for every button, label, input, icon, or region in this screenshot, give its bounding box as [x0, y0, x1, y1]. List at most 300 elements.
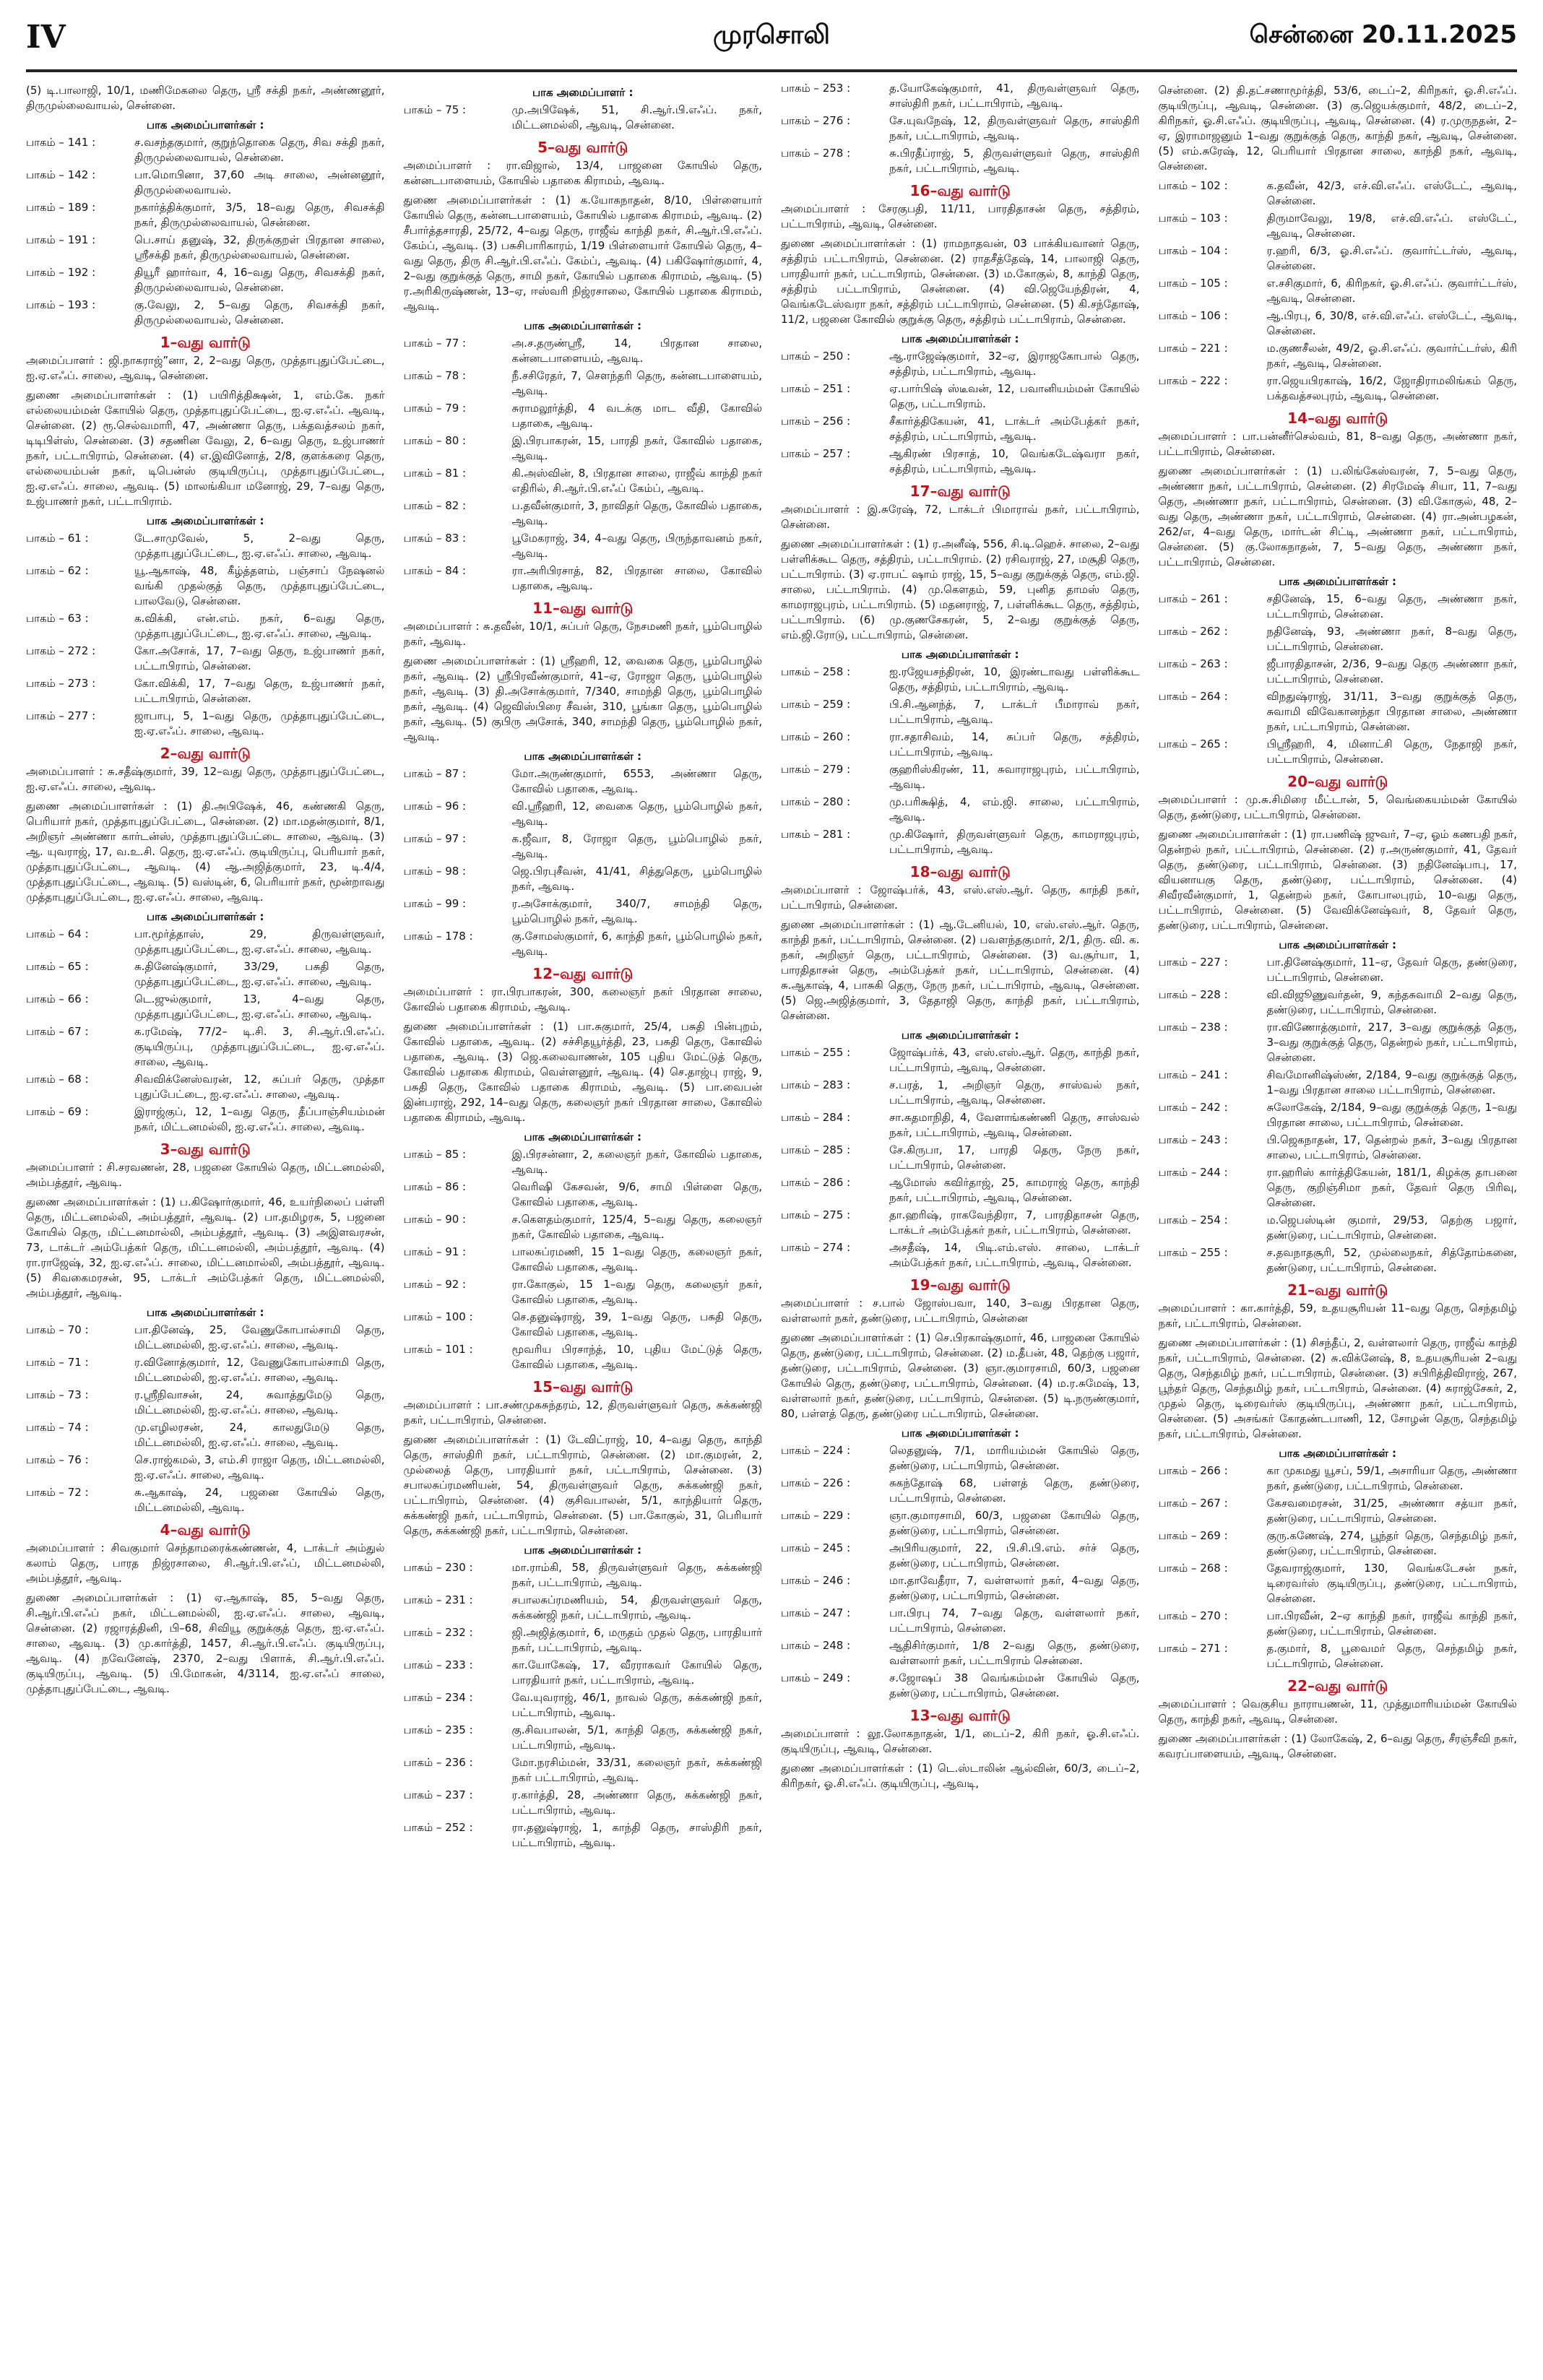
booth-details: கு.வேலு, 2, 5–வது தெரு, சிவசக்தி நகர், திருமுல்லைவாயல், சென்னை. — [134, 298, 385, 326]
booth-entry — [26, 676, 385, 706]
section-subheading: பாக அமைப்பாளர்கள் : — [524, 1544, 642, 1557]
booth-details: க.தவீன், 42/3, எச்.வி.எஃப். எஸ்டேட், ஆவடி, சென்னை. — [1266, 179, 1517, 207]
booth-details: வி.ஸ்ரீஹரி, 12, வைகை தெரு, பூம்பொழில் நகர், ஆவடி. — [511, 800, 762, 828]
booth-details: ஆமோஸ் கவிர்தாஜ், 25, காமராஜ் தெரு, காந்தி நகர், பட்டாபிராம், ஆவடி, சென்னை. — [889, 1176, 1140, 1204]
booth-number: பாகம் – 104 : — [1158, 244, 1228, 257]
body-paragraph: அமைப்பாளர் : மு.சு.சிமிரை மீட்டான், 5, வெங்கையம்மன் கோயில் தெரு, தண்டுரை, பட்டாபிராம், சென்னை. — [1158, 793, 1517, 821]
body-paragraph: (5) டி.பாலாஜி, 10/1, மணிமேகலை தெரு, ஸ்ரீ சக்தி நகர், அண்ணனூர், திருமுல்லைவாயல், சென்னை. — [26, 84, 385, 112]
booth-details: பாலசுப்ரமணி, 15 1–வது தெரு, கலைஞர் நகர், கோவில் பதாகை, ஆவடி. — [511, 1245, 762, 1273]
booth-number: பாகம் – 82 : — [403, 499, 467, 512]
booth-details: கோ.விக்கி, 17, 7–வது தெரு, உஜ்பாணர் நகர், பட்டாபிராம், சென்னை. — [134, 677, 385, 705]
booth-details: ம.ஜெபஸ்டின் குமார், 29/53, தெற்கு பஜார், தண்டுரை, பட்டாபிராம், சென்னை. — [1266, 1213, 1517, 1242]
booth-number: பாகம் – 228 : — [1158, 988, 1228, 1001]
booth-entry — [404, 1277, 763, 1307]
booth-entry — [1159, 1133, 1518, 1163]
booth-number: பாகம் – 64 : — [26, 927, 89, 940]
section-subheading: பாக அமைப்பாளர்கள் : — [524, 750, 642, 763]
booth-entry — [1159, 592, 1518, 622]
booth-entry — [26, 135, 385, 165]
booth-number: பாகம் – 68 : — [26, 1073, 89, 1086]
body-paragraph: அமைப்பாளர் : சிவகுமார் செந்தாமரைக்கண்ணன், 4, டாக்டர் அம்துல் கலாம் தெரு, பாரத நிஜ்ரசாலை, சி.ஆர்.பி.எஃப், மிட்டனமல்லி, அம்பத்தூர், ஆவடி. — [26, 1541, 385, 1585]
booth-details: வெரிஷி கேசவன், 9/6, சாமி பிள்ளை தெரு, கோவில் பதாகை, ஆவடி. — [511, 1180, 762, 1208]
booth-details: ஆ.ராஜேஷ்குமார், 32–ஏ, இராஜகோபால் தெரு, சத்திரம், பட்டாபிராம், ஆவடி. — [889, 350, 1140, 378]
booth-number: பாகம் – 256 : — [781, 415, 851, 428]
body-paragraph: துணை அமைப்பாளர்கள் : (1) டேவிட்ராஜ், 10, 4–வது தெரு, காந்தி தெரு, சாஸ்திரி நகர், பட்டாபிராம், சென்னை. (2) மா.குமரன், 2, முல்லைத் தெரு, பாரதியார் நகர், பட்டாபிராம், சென்னை. (3) சபாலசுப்ரமணியன், 54, திருவள்ளுவர் தெரு, சுக்கண்ஜி நகர், பட்டாபிராம், சென்னை. (4) குசிவபாலன், 5/1, காந்தியார் தெரு, சுக்கண்ஜி நகர், பட்டாபிராம், சென்னை. (5) பா.கோகுல், 31, பெரியார் தெரு, சுக்கண்ஜி நகர், பட்டாபிராம், சென்னை. — [403, 1433, 762, 1537]
booth-number: பாகம் – 78 : — [403, 369, 467, 382]
booth-details: ரா.சதாசிவம், 14, சுப்பர் தெரு, சத்திரம், பட்டாபிராம், ஆவடி. — [889, 730, 1140, 758]
booth-entry — [781, 1045, 1140, 1076]
body-paragraph: துணை அமைப்பாளர்கள் : (1) ராமநாதவன், 03 பாக்கியவானர் தெரு, சத்திரம் பட்டாபிராம், சென்னை. (2) ராதசீத்தேஷ், 14, பாலாஜி தெரு, பாரதியார் நகர், பட்டாபிராம், சென்னை. (3) ம.கோகுல், 8, காந்தி தெரு, சத்திரம் பட்டாபிராம், சென்னை. (4) வி.ஜெயேந்திரன், 4, வெங்கடேஸ்வரா நகர், சத்திரம் பட்டாபிராம், சென்னை. (5) கி.சந்தோஷ், 11/2, பஜனை கோவில் குறுக்கு தெரு, சத்திரம் பட்டாபிராம், சென்னை. — [781, 237, 1140, 326]
booth-entry — [26, 1388, 385, 1418]
booth-entry — [781, 1175, 1140, 1206]
booth-details: ஜோஷ்பர்க், 43, எஸ்.எஸ்.ஆர். தெரு, காந்தி நகர், பட்டாபிராம், ஆவடி, சென்னை. — [889, 1046, 1140, 1074]
booth-number: பாகம் – 90 : — [403, 1213, 467, 1226]
booth-number: பாகம் – 92 : — [403, 1278, 467, 1291]
booth-entry — [781, 1110, 1140, 1141]
booth-entry — [1159, 1496, 1518, 1526]
booth-number: பாகம் – 224 : — [781, 1444, 851, 1457]
section-subheading: பாக அமைப்பாளர்கள் : — [901, 1029, 1019, 1042]
booth-number: பாகம் – 281 : — [781, 828, 851, 841]
booth-number: பாகம் – 250 : — [781, 350, 851, 363]
booth-entry — [781, 446, 1140, 477]
booth-details: ஆகிரண் பிரசாத், 10, வெங்கடேஷ்வரா நகர், சத்திரம், பட்டாபிராம், ஆவடி. — [889, 447, 1140, 475]
body-paragraph: துணை அமைப்பாளர்கள் : (1) பா.சுகுமார், 25/4, பசுதி பின்புறம், கோவில் பதாகை, ஆவடி. (2) சச்சிதயூர்த்தி, 23, பசுதி தெரு, கோவில் பதாகை, ஆவடி. (3) ஜெ.கலைவாணன், 105 புதிய மேட்டுத் தெரு, கோவில் பதாகை கிராமம், வெள்ளனூர், ஆவடி. (4) செ.தாஜ்பு ராஜ், 9, பசுதி தெரு, கோவில் பதாகை கிராமம், ஆவடி. (5) பா.வைபன் இன்பராஜ், 292, 14–வது தெரு, கலைஞர் நகர் பிரதான சாலை, கோவில் பதாகை கிராமம், ஆவடி. — [403, 1020, 762, 1124]
booth-number: பாகம் – 232 : — [403, 1626, 473, 1639]
booth-number: பாகம் – 255 : — [1158, 1246, 1228, 1259]
section-subheading: பாக அமைப்பாளர் : — [532, 86, 634, 99]
booth-entry — [781, 1078, 1140, 1108]
booth-entry — [404, 1820, 763, 1851]
booth-details: ஜாபாபு, 5, 1–வது தெரு, முத்தாபுதுப்பேட்டை, ஐ.ஏ.எஃப். சாலை, ஆவடி. — [134, 709, 385, 737]
booth-entry — [404, 1560, 763, 1591]
booth-details: ரா.விணோத்குமார், 217, 3–வது குறுக்குத் தெரு, 3–வது குறுக்குத் தெரு, தென்றல் நகர், பட்டாபிராம், சென்னை. — [1266, 1021, 1517, 1064]
booth-entry — [26, 1024, 385, 1070]
booth-number: பாகம் – 254 : — [1158, 1213, 1228, 1226]
body-paragraph: துணை அமைப்பாளர்கள் : (1) செ.பிரகாஷ்குமார், 46, பாஜனை கோயில் தெரு, தண்டுரை, பட்டாபிராம், சென்னை. (2) ம.தீபன், 48, தெற்கு பஜார், தண்டுரை, பட்டாபிராம், சென்னை. (3) ஞா.குமாரசாமி, 60/3, பஜனை கோயில் தெரு, தண்டுரை, பட்டாபிராம், சென்னை. (4) ம.ர.சுமேஷ், 13, வள்ளலார் நகர், தண்டுரை, பட்டாபிராம், சென்னை. (5) டி.நருண்குமார், 80, பள்ளத் தெரு, தண்டுரை பட்டாபிராம், சென்னை. — [781, 1331, 1140, 1420]
ward-heading: 20–வது வார்டு — [1287, 773, 1388, 790]
booth-entry — [404, 531, 763, 561]
booth-details: கேசவமைரசன், 31/25, அண்ணா சத்யா நகர், தண்டுரை, பட்டாபிராம், சென்னை. — [1266, 1497, 1517, 1525]
booth-entry — [26, 298, 385, 328]
booth-entry — [1159, 987, 1518, 1018]
booth-details: கா முகமது யூசப், 59/1, அசாரியா தெரு, அண்ணா நகர், தண்டுரை, பட்டாபிராம், சென்னை. — [1266, 1464, 1517, 1492]
booth-number: பாகம் – 230 : — [403, 1561, 473, 1574]
booth-details: ஜி.அஜித்குமார், 6, மருதம் முதல் தெரு, பாரதியார் நகர், பட்டாபிராம், ஆவடி. — [511, 1626, 762, 1654]
booth-entry — [404, 831, 763, 862]
booth-entry — [1159, 1463, 1518, 1494]
booth-number: பாகம் – 285 : — [781, 1143, 851, 1156]
booth-details: நீ.சசிரேதர், 7, சௌந்தரி தெரு, கன்னடபாளையம், ஆவடி. — [511, 369, 762, 397]
booth-entry — [781, 665, 1140, 695]
booth-details: த.குமார், 8, பூவைமா் தெரு, செந்தமிழ் நகர், பட்டாபிராம், சென்னை. — [1266, 1642, 1517, 1670]
booth-number: பாகம் – 72 : — [26, 1486, 89, 1499]
booth-number: பாகம் – 98 : — [403, 865, 467, 878]
booth-details: சே.யுவநேஷ், 12, திருவள்ளுவர் தெரு, சாஸ்திரி நகர், பட்டாபிராம், ஆவடி. — [889, 114, 1140, 142]
booth-details: பூமேகராஜ், 34, 4–வது தெரு, பிருந்தாவனம் நகர், ஆவடி. — [511, 532, 762, 560]
body-paragraph: அமைப்பாளர் : சு.தவீன், 10/1, சுப்பர் தெரு, நேசமணி நகர், பூம்பொழில் நகர், ஆவடி. — [403, 620, 762, 648]
booth-number: பாகம் – 142 : — [26, 168, 96, 181]
booth-details: ஐ.ரஜேயசந்திரன், 10, இரண்டாவது பள்ளிக்கூட தெரு, சத்திரம், பட்டாபிராம், ஆவடி. — [889, 665, 1140, 693]
booth-entry — [1159, 624, 1518, 654]
body-paragraph: துணை அமைப்பாளர்கள் : (1) லோகேஷ், 2, 6–வது தெரு, சீரஞ்சீவி நகர், கவரப்பாளையம், ஆவடி, சென்னை. — [1158, 1732, 1517, 1760]
booth-entry — [781, 1476, 1140, 1506]
booth-details: ரா.அரிபிரசாத், 82, பிரதான சாலை, கோவில் பதாகை, ஆவடி. — [511, 564, 762, 592]
booth-details: கு.சோமஸ்குமார், 6, காந்தி நகர், பூம்பொழில் நகர், ஆவடி. — [511, 930, 762, 958]
booth-details: ஜீபாரதிதாசன், 2/36, 9–வது தெரு அண்ணா நகர், பட்டாபிராம், சென்னை. — [1266, 657, 1517, 685]
booth-details: க.ரமேஷ், 77/2– டி.சி. 3, சி.ஆர்.பி.எஃப். குடியிருப்பு, முத்தாபுதுப்பேட்டை, ஐ.ஏ.எஃப். சாலை, ஆவடி. — [134, 1025, 385, 1068]
booth-details: த.யோகேஷ்குமார், 41, திருவள்ளுவர் தெரு, சாஸ்திரி நகர், பட்டாபிராம், ஆவடி. — [889, 82, 1140, 110]
booth-entry — [26, 1485, 385, 1515]
booth-number: பாகம் – 234 : — [403, 1691, 473, 1704]
booth-details: ஆதிசிர்குமார், 1/8 2–வது தெரு, தண்டுரை, வள்ளலார் நகர், பட்டாபிராம் சென்னை. — [889, 1639, 1140, 1667]
booth-details: குஹரிஸ்கிரண், 11, சுவாராஜபுரம், பட்டாபிராம், ஆவடி. — [889, 763, 1140, 791]
booth-entry — [1159, 1609, 1518, 1639]
booth-details: க.ஜீவா, 8, ரோஜா தெரு, பூம்பொழில் நகர், ஆவடி. — [511, 832, 762, 860]
body-paragraph: துணை அமைப்பாளர்கள் : (1) ஸ்ரீஹரி, 12, வைகை தெரு, பூம்பொழில் நகர், ஆவடி. (2) ஸ்ரீபிரவீண்குமார், 41–ஏ, ரோஜா தெரு, பூம்பொழில் நகர், ஆவடி. (3) தி.அசோக்குமார், 7/340, சாமந்தி தெரு, பூம்பொழில் நகர், ஆவடி. (4) ஜெவிஸ்பிரை சீவன், 310, பூங்கா தெரு, பூம்பொழில் நகர், ஆவடி. (5) குபிரு அசோக், 340, சாமந்தி தெரு, பூம்பொழில் நகர், ஆவடி. — [403, 654, 762, 743]
body-paragraph: அமைப்பாளர் : சு.சதீஷ்குமார், 39, 12–வது தெரு, முத்தாபுதுப்பேட்டை, ஐ.ஏ.எஃப். சாலை, ஆவடி. — [26, 765, 385, 793]
body-paragraph: துணை அமைப்பாளர்கள் : (1) தி.அபிஷேக், 46, கண்ணகி தெரு, பெரியார் நகர், முத்தாபுதுப்பேட்டை, சென்னை. (2) மா.மதன்குமார், 8/1, அறிஞர் அண்ணா கார்டன்ஸ், முத்தாபுதுப்பேட்டை சாலை, ஆவடி. (3) ஆ. யுவராஜ், 17, வ.உ.சி. தெரு, ஐ.ஏ.எஃப். குடியிருப்பு, பெரியார் நகர், முத்தாபுதுப்பேட்டை, ஆவடி. (4) ஆ.அஜித்குமார், 23, டி.4/4, முத்தாபுதுப்பேட்டை, ஆவடி. (5) வஸ்டின், 6, பெரியார் நகர், மூன்றாவது முத்தாபுதுப்பேட்டை, ஐ.ஏ.எஃப். சாலை, ஆவடி. — [26, 800, 385, 904]
booth-entry — [781, 1508, 1140, 1539]
booth-entry — [26, 563, 385, 609]
booth-details: பா.தினேஷ், 25, வேணுகோபால்சாமி தெரு, மிட்டனமல்லி, ஐ.ஏ.எஃப். சாலை, ஆவடி. — [134, 1323, 385, 1351]
booth-details: சு.தினேஷ்குமார், 33/29, பசுதி தெரு, முத்தாபுதுப்பேட்டை, ஐ.ஏ.எஃப். சாலை, ஆவடி. — [134, 960, 385, 988]
booth-entry — [26, 531, 385, 561]
booth-details: இராஜ்குப், 12, 1–வது தெரு, தீப்பாஞ்சியம்மன் நகர், மிட்டனமல்லி, ஐ.ஏ.எஃப். சாலை, ஆவடி. — [134, 1105, 385, 1133]
ward-heading: 17–வது வார்டு — [909, 483, 1011, 500]
body-paragraph: அமைப்பாளர் : வெகுசிய நாராயணன், 11, முத்துமாரியம்மன் கோயில் தெரு, காந்தி நகர், ஆவடி, சென்னை. — [1158, 1697, 1517, 1726]
booth-details: செ.தனுஷ்ராஜ், 39, 1–வது தெரு, பசுதி தெரு, கோவில் பதாகை, ஆவடி. — [511, 1310, 762, 1338]
booth-entry — [404, 1180, 763, 1210]
body-paragraph: துணை அமைப்பாளர்கள் : (1) க.யோகநாதன், 8/10, பிள்ளையார் கோயில் தெரு, கன்னடபாளையம், கோயில் பதாகை கிராமம், ஆவடி. (2) சீபார்த்தசாரதி, 25/72, 4–வது தெரு, ராஜீவ் காந்தி நகர், சி.ஆர்.பி.எஃப். கேம்ப், ஆவடி. (3) பசுசிபாரிகாரம், 1/19 பிள்ளையார் கோயில் தெரு, 4–வது தெரு, திரு சி.ஆர்.பி.எஃப். கேம்ப், ஆவடி. (4) பகிஷோர்குமார், 4, 2–வது குறுக்குத் தெரு, சாமி நகர், கோயில் பதாகை கிராமம், ஆவடி. (5) ர.அரிகிருஷ்ணன், 13–ஏ, ஈஸ்வரி நிஜ்ரசாலை, கோயில் பதாகை கிராமம், ஆவடி. — [403, 194, 762, 313]
booth-number: பாகம் – 260 : — [781, 730, 851, 743]
booth-entry — [26, 709, 385, 739]
ward-heading: 12–வது வார்டு — [532, 965, 634, 982]
booth-entry — [404, 1788, 763, 1818]
booth-entry — [404, 1690, 763, 1721]
booth-details: மு.பரிக்ஷித், 4, எம்.ஜி. சாலை, பட்டாபிராம், ஆவடி. — [889, 795, 1140, 823]
booth-details: பிஸ்ரீஹரி, 4, மினாட்சி தெரு, நேதாஜி நகர், பட்டாபிராம், சென்னை. — [1266, 737, 1517, 766]
booth-number: பாகம் – 264 : — [1158, 690, 1228, 703]
page-number: IV — [26, 19, 66, 56]
booth-number: பாகம் – 262 : — [1158, 625, 1228, 638]
booth-number: பாகம் – 96 : — [403, 800, 467, 813]
booth-number: பாகம் – 274 : — [781, 1241, 851, 1254]
booth-number: பாகம் – 67 : — [26, 1025, 89, 1038]
booth-number: பாகம் – 221 : — [1158, 342, 1228, 355]
booth-entry — [781, 1573, 1140, 1604]
section-subheading: பாக அமைப்பாளர்கள் : — [524, 319, 642, 332]
ward-heading: 2–வது வார்டு — [160, 745, 251, 762]
booth-number: பாகம் – 279 : — [781, 763, 851, 776]
booth-number: பாகம் – 241 : — [1158, 1068, 1228, 1081]
booth-details: சிவவிக்னேஸ்வரன், 12, சுப்பர் தெரு, முத்தா புதுப்பேட்டை, ஐ.ஏ.எஃப். சாலை, ஆவடி. — [134, 1073, 385, 1101]
body-paragraph: அமைப்பாளர் : ஜோஷ்பர்க், 43, எஸ்.எஸ்.ஆர். தெரு, காந்தி நகர், பட்டாபிராம், சென்னை. — [781, 883, 1140, 912]
booth-number: பாகம் – 280 : — [781, 795, 851, 808]
ward-heading: 18–வது வார்டு — [909, 863, 1011, 880]
booth-entry — [26, 644, 385, 674]
body-paragraph: அமைப்பாளர் : லூ.லோகநாதன், 1/1, டைப்–2, கிரி நகர், ஓ.சி.எஃப். குடியிருப்பு, ஆவடி, சென்னை. — [781, 1727, 1140, 1755]
booth-details: பா.பிரபு 74, 7–வது தெரு, வள்ளலார் நகர், பட்டாபிராம், சென்னை. — [889, 1606, 1140, 1635]
booth-entry — [404, 896, 763, 927]
booth-details: மோ.அருண்குமார், 6553, அண்ணா தெரு, கோவில் பதாகை, ஆவடி. — [511, 767, 762, 795]
newspaper-title: முரசொலி — [713, 20, 830, 50]
booth-details: பி.ஜெகநாதன், 17, தென்றல் நகர், 3–வது பிரதான சாலை, பட்டாபிராம், சென்னை. — [1266, 1133, 1517, 1161]
booth-number: பாகம் – 258 : — [781, 665, 851, 678]
section-subheading: பாக அமைப்பாளர்கள் : — [901, 332, 1019, 345]
section-subheading: பாக அமைப்பாளர்கள் : — [1279, 1447, 1397, 1460]
booth-entry — [781, 1143, 1140, 1173]
booth-details: ச.ஜோஷப் 38 வெங்கம்மன் கோயில் தெரு, தண்டுரை, பட்டாபிராம், சென்னை. — [889, 1671, 1140, 1700]
booth-entry — [1159, 657, 1518, 687]
booth-number: பாகம் – 253 : — [781, 82, 851, 95]
booth-entry — [404, 1723, 763, 1753]
booth-number: பாகம் – 141 : — [26, 136, 96, 149]
booth-details: இ.பிரபாகரன், 15, பாரதி நகர், கோவில் பதாகை, ஆவடி. — [511, 434, 762, 462]
booth-number: பாகம் – 249 : — [781, 1671, 851, 1684]
booth-number: பாகம் – 83 : — [403, 532, 467, 545]
booth-number: பாகம் – 273 : — [26, 677, 96, 690]
booth-details: இ.பிரசன்னா, 2, கலைஞர் நகர், கோவில் பதாகை, ஆவடி. — [511, 1148, 762, 1176]
booth-details: சீகார்த்திகேயன், 41, டாக்டர் அம்பேத்கர் நகர், சத்திரம், பட்டாபிராம், ஆவடி. — [889, 415, 1140, 443]
booth-entry — [404, 864, 763, 894]
booth-details: ரா.ஜெயபிரகாஷ், 16/2, ஜோதிராமலிங்கம் தெரு, பக்தவத்சலபுரம், ஆவடி, சென்னை. — [1266, 374, 1517, 402]
booth-details: கோ.அசோக், 17, 7–வது தெரு, உஜ்பாணர் நகர், பட்டாபிராம், சென்னை. — [134, 644, 385, 672]
booth-entry — [26, 1072, 385, 1102]
booth-details: பெ.சாய் தனுஷ், 32, திருக்குறள் பிரதான சாலை, ஸ்ரீசக்தி நகர், திருமுல்லைவாயல், சென்னை. — [134, 233, 385, 261]
booth-details: பா.மொபினா, 37,60 அடி சாலை, அன்னனூர், திருமுல்லைவாயல். — [134, 168, 385, 196]
booth-number: பாகம் – 236 : — [403, 1756, 473, 1769]
booth-entry — [404, 1245, 763, 1275]
booth-number: பாகம் – 101 : — [403, 1343, 473, 1356]
booth-entry — [26, 1323, 385, 1353]
booth-entry — [404, 1212, 763, 1242]
booth-number: பாகம் – 75 : — [403, 103, 467, 116]
body-paragraph: அமைப்பாளர் : சேரகுபதி, 11/11, பாரதிதாசன் தெரு, சத்திரம், பட்டாபிராம், ஆவடி, சென்னை. — [781, 202, 1140, 230]
booth-number: பாகம் – 81 : — [403, 467, 467, 480]
booth-entry — [26, 1453, 385, 1483]
booth-number: பாகம் – 106 : — [1158, 309, 1228, 322]
booth-details: ரா.தனுஷ்ராஜ், 1, காந்தி தெரு, சாஸ்திரி நகர், பட்டாபிராம், ஆவடி. — [511, 1821, 762, 1849]
ward-heading: 16–வது வார்டு — [909, 182, 1011, 199]
section-subheading: பாக அமைப்பாளர்கள் : — [524, 1130, 642, 1143]
booth-number: பாகம் – 231 : — [403, 1593, 473, 1606]
booth-details: குரு.கணேஷ், 274, பூந்தர் தெரு, செந்தமிழ் நகர், தண்டுரை, பட்டாபிராம், சென்னை. — [1266, 1529, 1517, 1557]
booth-entry — [26, 959, 385, 990]
booth-entry — [781, 1443, 1140, 1474]
booth-details: சுலோகேஷ், 2/184, 9–வது குறுக்குத் தெரு, 1–வது பிரதான சாலை, பட்டாபிராம், சென்னை. — [1266, 1101, 1517, 1129]
booth-number: பாகம் – 286 : — [781, 1176, 851, 1189]
body-paragraph: அமைப்பாளர் : கா.கார்த்தி, 59, உதயசூரியன் 11–வது தெரு, செந்தமிழ் நகர், பட்டாபிராம், சென்னை. — [1158, 1302, 1517, 1330]
booth-number: பாகம் – 229 : — [781, 1509, 851, 1522]
booth-number: பாகம் – 189 : — [26, 201, 96, 214]
booth-entry — [404, 336, 763, 366]
booth-details: பா.தினேஷ்குமார், 11–ஏ, தேவர் தெரு, தண்டுரை, பட்டாபிராம், சென்னை. — [1266, 956, 1517, 984]
booth-details: ர.ஹரி, 6/3, ஓ.சி.எஃப். குவார்ட்டர்ஸ், ஆவடி, சென்னை. — [1266, 244, 1517, 272]
booth-details: மா.ராம்கி, 58, திருவள்ளுவர் தெரு, சுக்கண்ஜி நகர், பட்டாபிராம், ஆவடி. — [511, 1561, 762, 1589]
booth-number: பாகம் – 77 : — [403, 337, 467, 350]
booth-details: சே.கிருபா, 17, பாரதி தெரு, நேரு நகர், பட்டாபிராம், சென்னை. — [889, 1143, 1140, 1172]
booth-details: திருமாவேலு, 19/8, எச்.வி.எஃப். எஸ்டேட், ஆவடி, சென்னை. — [1266, 212, 1517, 240]
booth-entry — [1159, 211, 1518, 241]
booth-number: பாகம் – 251 : — [781, 382, 851, 395]
booth-entry — [404, 1625, 763, 1656]
booth-details: ரா.ஹரிஸ் கார்த்திகேயன், 181/1, கிழக்கு தாபனை தெரு, குறிஞ்சிமா நகர், தேவர் தெரு பிரிவு, சென்னை. — [1266, 1166, 1517, 1209]
booth-details: ச.கௌதம்குமார், 125/4, 5–வது தெரு, கலைஞர் நகர், கோவில் பதாகை, ஆவடி. — [511, 1213, 762, 1241]
booth-number: பாகம் – 233 : — [403, 1658, 473, 1671]
ward-heading: 14–வது வார்டு — [1287, 410, 1388, 427]
booth-entry — [781, 1541, 1140, 1571]
booth-entry — [26, 1104, 385, 1135]
booth-entry — [1159, 1245, 1518, 1276]
booth-number: பாகம் – 191 : — [26, 233, 96, 246]
booth-details: சா.சுதமாநிதி, 4, வேளாங்கண்ணி தெரு, சாஸ்வல் நகர், பட்டாபிராம், ஆவடி, சென்னை. — [889, 1111, 1140, 1139]
booth-entry — [404, 401, 763, 431]
booth-entry — [1159, 178, 1518, 209]
booth-details: கா.யோகேஷ், 17, வீரராகவர் கோயில் தெரு, பாரதியார் நகர், பட்டாபிராம், ஆவடி. — [511, 1658, 762, 1687]
booth-entry — [26, 233, 385, 263]
booth-entry — [1159, 1020, 1518, 1065]
booth-entry — [1159, 1100, 1518, 1130]
booth-details: பி.சி.ஆனந்த், 7, டாக்டர் பீமாராவ் நகர், பட்டாபிராம், ஆவடி. — [889, 698, 1140, 726]
booth-details: ஆ.பிரபு, 6, 30/8, எச்.வி.எஃப். எஸ்டேட், ஆவடி, சென்னை. — [1266, 309, 1517, 337]
column-1 — [26, 81, 385, 2371]
booth-details: தியூரீ ஹார்வா, 4, 16–வது தெரு, சிவசக்தி நகர், திருமுல்லைவாயல், சென்னை. — [134, 266, 385, 294]
booth-details: டெ.ஜுல்குமார், 13, 4–வது தெரு, முத்தாபுதுப்பேட்டை, ஐ.ஏ.எஃப். சாலை, ஆவடி. — [134, 992, 385, 1021]
booth-number: பாகம் – 242 : — [1158, 1101, 1228, 1114]
booth-entry — [781, 1208, 1140, 1238]
booth-number: பாகம் – 246 : — [781, 1574, 851, 1587]
booth-entry — [404, 1593, 763, 1623]
booth-details: ச.தவநாதசூரி, 52, முல்லைநகர், சித்தோம்கனை, தண்டுரை, பட்டாபிராம், சென்னை. — [1266, 1246, 1517, 1274]
section-subheading: பாக அமைப்பாளர்கள் : — [146, 514, 264, 527]
article-columns — [26, 81, 1517, 2371]
booth-entry — [781, 146, 1140, 176]
booth-number: பாகம் – 267 : — [1158, 1497, 1228, 1510]
booth-entry — [1159, 1165, 1518, 1211]
booth-details: ர.ஸ்ரீநிவாசன், 24, சுவாத்துமேடு தெரு, மிட்டனமல்லி, ஐ.ஏ.எஃப். சாலை, ஆவடி. — [134, 1388, 385, 1416]
booth-entry — [404, 799, 763, 829]
booth-details: மோ.நரசிம்மன், 33/31, கலைஞர் நகர், சுக்கண்ஜி நகர் பட்டாபிராம், ஆவடி. — [511, 1756, 762, 1784]
booth-number: பாகம் – 275 : — [781, 1208, 851, 1221]
booth-number: பாகம் – 248 : — [781, 1639, 851, 1652]
booth-entry — [404, 103, 763, 133]
booth-number: பாகம் – 268 : — [1158, 1562, 1228, 1575]
booth-entry — [1159, 1068, 1518, 1098]
booth-details: விநதுஷ்ராஜ், 31/11, 3–வது குறுக்குத் தெரு, சுவாமி விவேகானந்தா பிரதான சாலை, அண்ணா நகர், பட்டாபிராம், சென்னை. — [1266, 690, 1517, 733]
booth-entry — [404, 433, 763, 464]
body-paragraph: துணை அமைப்பாளர்கள் : (1) டெ.ஸ்டாலின் ஆல்வின், 60/3, டைப்–2, கிரிநகர், ஓ.சி.எஃப். குடியிருப்பு, ஆவடி, — [781, 1762, 1140, 1790]
booth-number: பாகம் – 265 : — [1158, 737, 1228, 750]
booth-entry — [781, 414, 1140, 444]
booth-entry — [404, 766, 763, 797]
booth-number: பாகம் – 283 : — [781, 1078, 851, 1091]
section-subheading: பாக அமைப்பாளர்கள் : — [146, 118, 264, 131]
booth-number: பாகம் – 103 : — [1158, 212, 1228, 225]
booth-number: பாகம் – 235 : — [403, 1723, 473, 1736]
booth-details: தா.ஹரிஷ், ராகவேந்திரா, 7, பாரதிதாசன் தெரு, டாக்டர் அம்பேத்கர் நகர், பட்டாபிராம், சென்னை. — [889, 1208, 1140, 1237]
booth-entry — [781, 81, 1140, 111]
booth-number: பாகம் – 100 : — [403, 1310, 473, 1323]
body-paragraph: அமைப்பாளர் : ச.பால் ஜோஸ்பவா, 140, 3–வது பிரதான தெரு, வள்ளலார் நகர், தண்டுரை, பட்டாபிராம், சென்னை — [781, 1297, 1140, 1325]
booth-entry — [781, 762, 1140, 792]
booth-number: பாகம் – 192 : — [26, 266, 96, 279]
booth-number: பாகம் – 271 : — [1158, 1642, 1228, 1655]
booth-number: பாகம் – 193 : — [26, 298, 96, 311]
body-paragraph: துணை அமைப்பாளர்கள் : (1) ப.கிஷோர்குமார், 46, உயர்நிலைப் பள்ளி தெரு, மிட்டனமல்லி, அம்பத்தூர், ஆவடி. (2) பா.தமிழரசு, 5, பஜனை கோயில் தெரு, மிட்டனமால்லி, அம்பத்தூர், ஆவடி. (3) அஇளவரசன், 73, டாக்டர் அம்பேத்கர் தெரு, மிட்டனமல்லி, அம்பத்தூர், ஆவடி. (4) ரா.ராஜேஷ், 32, ஐ.ஏ.எஃப். சாலை, மிட்டனமால்லி, அம்பத்தூர், ஆவடி. (5) சிவகைமரசன், 95, டாக்டர் அம்பேத்கர் தெரு, மிட்டனமல்லி, அம்பத்தூர், ஆவடி. — [26, 1195, 385, 1299]
ward-heading: 19–வது வார்டு — [909, 1276, 1011, 1294]
booth-number: பாகம் – 270 : — [1158, 1609, 1228, 1622]
booth-details: பா.மூர்த்தாஸ், 29, திருவள்ளுவர், முத்தாபுதுப்பேட்டை, ஐ.ஏ.எஃப். சாலை, ஆவடி. — [134, 927, 385, 956]
booth-entry — [781, 349, 1140, 379]
booth-number: பாகம் – 257 : — [781, 447, 851, 460]
booth-entry — [781, 730, 1140, 760]
booth-details: ஏ.பார்பிஷ் ஸ்டீவன், 12, பவானியம்மன் கோயில் தெரு, பட்டாபிராம். — [889, 382, 1140, 410]
booth-entry — [781, 1638, 1140, 1669]
booth-entry — [1159, 341, 1518, 371]
booth-entry — [26, 611, 385, 641]
body-paragraph: அமைப்பாளர் : பா.பன்னீர்செல்வம், 81, 8–வது தெரு, அண்ணா நகர், பட்டாபிராம், சென்னை. — [1158, 430, 1517, 458]
booth-details: வே.யுவராஜ், 46/1, நாவல் தெரு, சுக்கண்ஜி நகர், பட்டாபிராம், ஆவடி. — [511, 1691, 762, 1719]
booth-details: அசதீஷ், 14, பிடி.எம்.எஸ். சாலை, டாக்டர் அம்பேத்கர் நகர், பட்டாபிராம், ஆவடி, சென்னை. — [889, 1241, 1140, 1269]
booth-details: லெதனுஷ், 7/1, மாரியம்மன் கோயில் தெரு, தண்டுரை, பட்டாபிராம், சென்னை. — [889, 1444, 1140, 1472]
booth-details: டே.சாமுவேல், 5, 2–வது தெரு, முத்தாபுதுப்பேட்டை, ஐ.ஏ.எஃப். சாலை, ஆவடி. — [134, 532, 385, 560]
booth-number: பாகம் – 84 : — [403, 564, 467, 577]
booth-number: பாகம் – 91 : — [403, 1245, 467, 1258]
booth-details: மா.தாவேதீரா, 7, வள்ளலார் நகர், 4–வது தெரு, தண்டுரை, பட்டாபிராம், சென்னை. — [889, 1574, 1140, 1602]
section-subheading: பாக அமைப்பாளர்கள் : — [146, 910, 264, 923]
body-paragraph: துணை அமைப்பாளர்கள் : (1) ஆ.டேனியல், 10, எஸ்.எஸ்.ஆர். தெரு, காந்தி நகர், பட்டாபிராம், சென்னை. (2) பவளந்தகுமார், 2/1, திரு. வி. க. நகர், அறிஞர் தெரு, பட்டாபிராம், சென்னை. (3) வ.சூர்யா, 1, பாரதிதாசன் தெரு, அம்பேத்கர் நகர், பட்டாபிராம், சென்னை. (4) சு.ஆகாஷ், 4, பாசுகி தெரு, நேரு நகர், பட்டாபிராம், ஆவடி, சென்னை. (5) ஜெ.அஜித்குமார், 3, தேதாஜி தெரு, காந்தி நகர், பட்டாபிராம், சென்னை. — [781, 918, 1140, 1022]
booth-details: ஜெ.பிரபுசீவன், 41/41, சித்துதெரு, பூம்பொழில் நகர், ஆவடி. — [511, 865, 762, 893]
booth-number: பாகம் – 63 : — [26, 612, 89, 625]
body-paragraph: துணை அமைப்பாளர்கள் : (1) ர.அனீஷ், 556, சி.டி.ஹெச். சாலை, 2–வது பள்ளிக்கூட தெரு, சத்திரம், பட்டாபிராம். (2) ரசிவராஜ், 27, மசூதி தெரு, பட்டாபிராம். (3) ஏ.ராபட் ஷாம் ராஜ், 15, 5–வது குறுக்குத் தெரு, எம்.ஜி. சாலை, பட்டாபிராம். (4) மு.கௌதம், 59, புனித தாமஸ் தெரு, காமராஜபுரம், பட்டாபிராம். (5) மதனராஜ், 7, பள்ளிக்கூட தெரு, சத்திரம், பட்டாபிராம். (6) மு.குணசேகரன், 5, 2–வது குறுக்குத் தெரு, எம்.ஜி.ரோடு, பட்டாபிராம், சென்னை. — [781, 537, 1140, 641]
booth-number: பாகம் – 284 : — [781, 1111, 851, 1124]
booth-details: க.விக்கி, என்.எம். நகர், 6–வது தெரு, முத்தாபுதுப்பேட்டை, ஐ.ஏ.எஃப். சாலை, ஆவடி. — [134, 612, 385, 640]
body-paragraph: துணை அமைப்பாளர்கள் : (1) ப.லிங்கேஸ்வரன், 7, 5–வது தெரு, அண்ணா நகர், பட்டாபிராம், சென்னை. (2) சிரமேஷ் சியா, 11, 7–வது தெரு, அண்ணா நகர், பட்டாபிராம், சென்னை. (3) வி.கோகுல், 48, 2–வது தெரு, அண்ணா நகர், பட்டாபிராம், சென்னை. (4) ரா.அன்பழகன், 262/எ, 4–வது தெரு, மார்டன் சிட்டி, அண்ணா நகர், பட்டாபிராம், சென்னை. (5) கு.லோகநாதன், 7, 5–வது தெரு, அண்ணா நகர், பட்டாபிராம், சென்னை. — [1158, 464, 1517, 568]
booth-number: பாகம் – 255 : — [781, 1046, 851, 1059]
booth-number: பாகம் – 80 : — [403, 434, 467, 447]
section-subheading: பாக அமைப்பாளர்கள் : — [1279, 938, 1397, 951]
booth-number: பாகம் – 178 : — [403, 930, 473, 943]
booth-entry — [404, 1658, 763, 1688]
booth-details: சுகந்தோஷ் 68, பள்ளத் தெரு, தண்டுரை, பட்டாபிராம், சென்னை. — [889, 1476, 1140, 1505]
booth-number: பாகம் – 102 : — [1158, 179, 1228, 192]
section-subheading: பாக அமைப்பாளர்கள் : — [901, 1427, 1019, 1440]
body-paragraph: துணை அமைப்பாளர்கள் : (1) பயிரித்திக்ஷன், 1, எம்.கே. நகர் எல்லையம்மன் கோயில் தெரு, முத்தாபுதுப்பேட்டை, ஐ.ஏ.எஃப். ஆவடி, சென்னை. (2) ரூ.செல்வமாரி, 47, அண்ணா தெரு, பக்தவத்சலம் நகர், டிடிபிள்ஸ், சென்னை. (3) சதணின வேலு, 2, 6–வது தெரு, உஜ்பாணர் நகர், பட்டாபிராம், சென்னை. (4) எ.இவினோத், 2/8, குளக்கரை தெரு, எல்லையம்பன் நகர், டிபென்ஸ் குடியிருப்பு, முத்தாபுதுப்பேட்டை, ஐ.ஏ.எஃப். சாலை, ஆவடி. (5) மாலங்கியா மனோஜ், 29, 7–வது தெரு, உஜ்பாணர் நகர், பட்டாபிராம். — [26, 389, 385, 508]
booth-details: நகார்த்திக்குமார், 3/5, 18–வது தெரு, சிவசக்தி நகர், திருமுல்லைவாயல், சென்னை. — [134, 201, 385, 229]
booth-details: சுராமலூர்த்தி, 4 வடக்கு மாட வீதி, கோவில் பதாகை, ஆவடி. — [511, 402, 762, 430]
booth-entry — [781, 697, 1140, 727]
booth-number: பாகம் – 61 : — [26, 532, 89, 545]
booth-number: பாகம் – 238 : — [1158, 1021, 1228, 1034]
booth-details: நதினேஷ், 93, அண்ணா நகர், 8–வது தெரு, பட்டாபிராம், சென்னை. — [1266, 625, 1517, 653]
booth-details: மூவரிய பிரசாந்த், 10, புதிய மேட்டுத் தெரு, கோவில் பதாகை, ஆவடி. — [511, 1343, 762, 1371]
booth-entry — [404, 368, 763, 399]
booth-entry — [1159, 373, 1518, 404]
booth-entry — [404, 563, 763, 594]
ward-heading: 1–வது வார்டு — [160, 334, 251, 351]
booth-details: கு.சிவபாலன், 5/1, காந்தி தெரு, சுக்கண்ஜி நகர், பட்டாபிராம், ஆவடி. — [511, 1723, 762, 1752]
booth-details: மு.எழிலரசன், 24, காலதுமேடு தெரு, மிட்டனமல்லி, ஐ.ஏ.எஃப். சாலை, ஆவடி. — [134, 1421, 385, 1449]
body-paragraph: சென்னை. (2) தி.தட்சணாமூர்த்தி, 53/6, டைப்–2, கிரிநகர், ஓ.சி.எஃப். குடியிருப்பு, ஆவடி, சென்னை. (3) கு.ஜெயக்குமார், 48/2, டைப்–2, கிரிநகர், ஓ.சி.எஃப். குடியிருப்பு, ஆவடி, சென்னை. (4) ர.முருநதன், 2–ஏ, இராமாஜனும் 1–வது குறுக்குத் தெரு, காந்தி நகர், ஆவடி, சென்னை. (5) எம்.சுரேஷ், 12, பெரியார் பிரதான சாலை, காந்தி நகர், ஆவடி, சென்னை. — [1158, 84, 1517, 173]
booth-entry — [1159, 308, 1518, 339]
booth-entry — [781, 795, 1140, 825]
booth-entry — [404, 1755, 763, 1786]
booth-number: பாகம் – 76 : — [26, 1453, 89, 1466]
booth-number: பாகம் – 276 : — [781, 114, 851, 127]
ward-heading: 4–வது வார்டு — [160, 1521, 251, 1539]
booth-details: ர.அசோக்குமார், 340/7, சாமந்தி தெரு, பூம்பொழில் நகர், ஆவடி. — [511, 897, 762, 925]
